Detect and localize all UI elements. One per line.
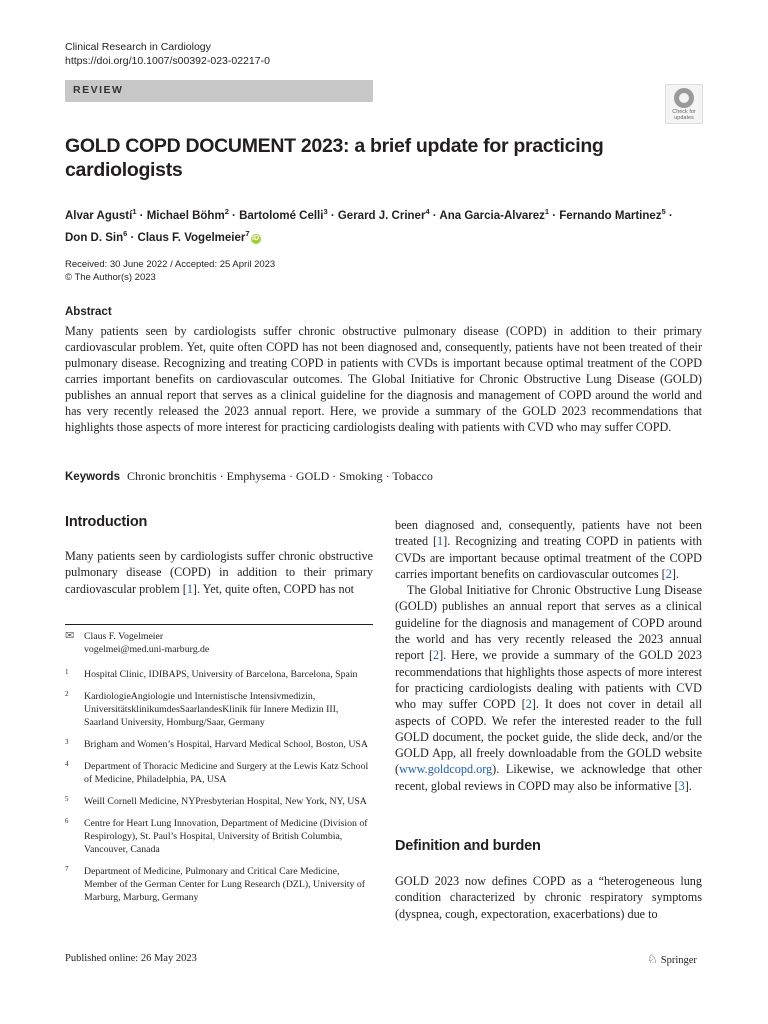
corresponding-author: Claus F. Vogelmeier xyxy=(84,631,164,642)
affiliation: 7 Department of Medicine, Pulmonary and Critical Care Medicine, Member of the German Center for Lung Research (DZL), University of Marburg, Marburg, Germany xyxy=(65,865,366,903)
affiliation: 2 KardiologieAngiologie und Internistische Intensivmedizin, UniversitätsklinikumdesSaarlandesKlinik für Innere Medizin III, Saarland University, Homburg/Saar, Germany xyxy=(65,690,339,728)
author[interactable]: Bartolomé Celli$^3$ xyxy=(239,207,328,222)
author[interactable]: Fernando Martinez$^5$ xyxy=(559,207,666,222)
author[interactable]: Ana Garcia-Alvarez$^1$ xyxy=(439,207,550,222)
abstract-heading: Abstract xyxy=(65,306,112,318)
section-bar xyxy=(65,80,373,102)
intro-paragraph: Many patients seen by cardiologists suffer chronic obstructive pulmonary disease (COPD) in addition to their primary cardiovascular problem [1]. Yet, quite often, COPD has not xyxy=(65,549,373,596)
published-online: Published online: 26 May 2023 xyxy=(65,953,197,964)
definition-paragraph: GOLD 2023 now defines COPD as a “heterogeneous lung condition characterized by chronic respiratory symptoms (dyspnea, cough, expectoration, exacerbations) due to xyxy=(395,874,702,921)
citation-link[interactable]: 2 xyxy=(433,648,440,663)
publisher-logo: ♘ Springer xyxy=(647,952,697,966)
author[interactable]: Gerard J. Criner$^4$ xyxy=(337,207,430,222)
affiliation: 3 Brigham and Women’s Hospital, Harvard Medical School, Boston, USA xyxy=(65,738,368,750)
author[interactable]: Don D. Sin$^6$ xyxy=(65,228,128,244)
journal-header xyxy=(65,40,270,68)
citation-link[interactable]: 1 xyxy=(437,534,444,549)
section-heading-definition: Definition and burden xyxy=(395,838,541,854)
author-list: Alvar Agustí$^1$ · Michael Böhm$^2$ · Bartolomé Celli$^3$ · Gerard J. Criner$^4$ · Ana Garcia-Alvarez$^1$ · Fernando Martinez$^5$ · Don D. Sin$^6$ · Claus F. Vogelmeier$^7$iD xyxy=(65,207,673,244)
article-dates xyxy=(65,258,275,284)
section-label: REVIEW xyxy=(73,84,124,96)
abstract-text: Many patients seen by cardiologists suffer chronic obstructive pulmonary disease (COPD) in addition to their primary cardiovascular problem. Yet, quite often COPD has not been diagnosed and, consequently, patients have not been treated of their pulmonary disease. Recognizing and treating COPD in patients with CVDs is important because optimal treatment of the COPD carries important benefits on cardiovascular outcomes. The Global Initiative for Chronic Obstructive Lung Disease (GOLD) publishes an annual report that serves as a clinical guideline for the diagnosis and management of COPD around the world and has very recently released the 2023 annual report. Here, we provide a summary of the GOLD 2023 recommendations that highlights those aspects of more interest for practicing cardiologists dealing with patients with CVD who may suffer COPD. xyxy=(65,324,702,434)
copyright: © The Author(s) 2023 xyxy=(65,272,156,283)
author-email[interactable]: vogelmei@med.uni-marburg.de xyxy=(84,644,210,655)
check-for-updates-badge[interactable]: Check for updates xyxy=(665,84,703,124)
intro-paragraph: The Global Initiative for Chronic Obstructive Lung Disease (GOLD) publishes an annual report that serves as a clinical guideline for the diagnosis and management of COPD around the world and has very recently released the 2023 annual report [2]. Here, we provide a summary of the GOLD 2023 recommendations that highlights those aspects of more interest for practicing cardiologists dealing with patients with CVD who may suffer COPD [2]. It does not cover in detail all aspects of COPD. We refer the interested reader to the full GOLD document, the pocket guide, the slide deck, and/or the GOLD App, all freely downloadable from the GOLD website (www.goldcopd.org). Likewise, we acknowledge that other recent, global reviews in COPD may also be informative [3]. xyxy=(395,583,702,793)
affiliation: 4 Department of Thoracic Medicine and Surgery at the Lewis Katz School of Medicine, Philadelphia, PA, USA xyxy=(65,760,369,785)
footnote-divider xyxy=(65,624,373,625)
citation-link[interactable]: 1 xyxy=(186,581,193,596)
author[interactable]: Alvar Agustí$^1$ xyxy=(65,207,137,222)
right-column xyxy=(395,517,702,794)
orcid-icon[interactable]: iD xyxy=(252,234,260,242)
author[interactable]: Michael Böhm$^2$ xyxy=(146,207,229,222)
section-heading-introduction: Introduction xyxy=(65,514,148,530)
author[interactable]: Claus F. Vogelmeier$^7$ xyxy=(137,228,250,244)
springer-horse-icon: ♘ xyxy=(647,952,658,966)
gold-website-link[interactable]: www.goldcopd.org xyxy=(399,762,493,777)
affiliations xyxy=(65,668,373,913)
keywords-list: Chronic bronchitis · Emphysema · GOLD · Smoking · Tobacco xyxy=(126,469,433,483)
journal-name: Clinical Research in Cardiology xyxy=(65,41,211,53)
correspondence xyxy=(65,630,373,656)
citation-link[interactable]: 2 xyxy=(665,566,672,581)
citation-link[interactable]: 3 xyxy=(678,778,685,793)
keywords xyxy=(65,468,705,485)
check-updates-icon xyxy=(674,88,694,108)
envelope-icon: ✉ xyxy=(65,630,75,642)
affiliation: 5 Weill Cornell Medicine, NYPresbyterian Hospital, New York, NY, USA xyxy=(65,795,367,807)
article-title: GOLD COPD DOCUMENT 2023: a brief update for practicing cardiologists xyxy=(65,135,604,181)
received-accepted: Received: 30 June 2022 / Accepted: 25 April 2023 xyxy=(65,259,276,270)
intro-paragraph-continued: been diagnosed and, consequently, patients have not been treated [1]. Recognizing and treating COPD in patients with CVDs are important because optimal treatment of the COPD carries important benefits on cardiovascular outcomes [2]. xyxy=(395,518,702,581)
affiliation: 1 Hospital Clinic, IDIBAPS, University of Barcelona, Barcelona, Spain xyxy=(65,668,358,680)
affiliation: 6 Centre for Heart Lung Innovation, Department of Medicine (Division of Respirology), St. Paul’s Hospital, University of British Columbia, Vancouver, Canada xyxy=(65,817,368,855)
keywords-heading: Keywords xyxy=(65,471,120,483)
doi-link[interactable]: https://doi.org/10.1007/s00392-023-02217-0 xyxy=(65,55,270,67)
citation-link[interactable]: 2 xyxy=(525,697,532,712)
